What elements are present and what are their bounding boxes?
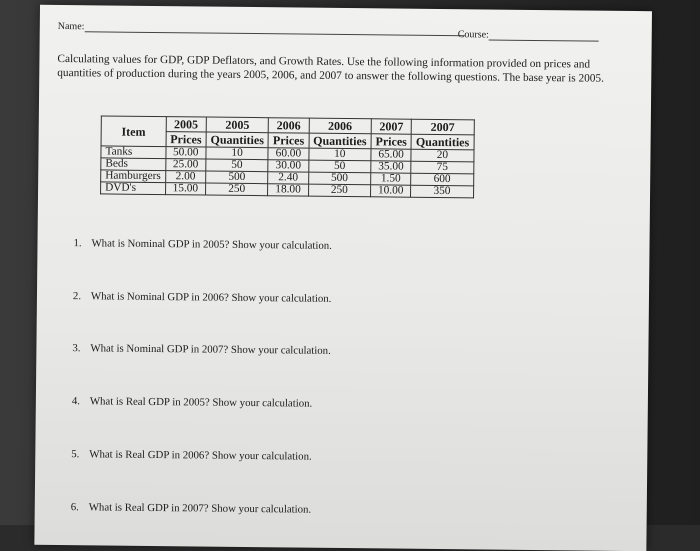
column-label-header: Prices — [371, 134, 411, 149]
value-cell: 65.00 — [371, 149, 411, 161]
value-cell: 250 — [205, 183, 267, 196]
column-year-header: 2005 — [166, 117, 206, 132]
value-cell: 50.00 — [166, 147, 206, 159]
item-cell: Hamburgers — [101, 170, 166, 183]
value-cell: 2.00 — [165, 171, 205, 183]
instructions-paragraph: Calculating values for GDP, GDP Deflators, and Growth Rates. Use the following information provided on prices and quantities of production during the years 2005, 2006, and 2007 to answer the following questions. The base year is 2005. — [57, 52, 604, 85]
value-cell: 250 — [308, 184, 370, 197]
question-item — [71, 448, 312, 463]
value-cell: 20 — [411, 149, 473, 162]
column-label-header: Prices — [268, 133, 308, 148]
course-field — [458, 29, 599, 41]
question-text: What is Real GDP in 2005? Show your calculation. — [89, 395, 313, 410]
value-cell: 50 — [206, 159, 268, 172]
value-cell: 25.00 — [165, 159, 205, 171]
question-number: 2. — [72, 290, 82, 303]
question-number: 5. — [71, 448, 80, 461]
question-item — [73, 290, 332, 305]
value-cell: 350 — [411, 185, 473, 198]
value-cell: 10 — [206, 147, 268, 160]
question-text: What is Nominal GDP in 2005? Show your calculation. — [91, 237, 332, 252]
item-column-header: Item — [101, 116, 166, 147]
question-item — [72, 395, 313, 410]
name-field — [58, 21, 465, 36]
question-number: 1. — [73, 237, 82, 250]
column-year-header: 2005 — [206, 117, 268, 133]
question-item — [73, 237, 332, 252]
question-number: 4. — [71, 395, 81, 408]
item-cell: Tanks — [101, 146, 166, 159]
value-cell: 60.00 — [268, 148, 308, 160]
value-cell: 35.00 — [371, 161, 411, 173]
course-blank-line — [489, 29, 599, 41]
course-label: Course: — [457, 29, 489, 41]
question-text: What is Nominal GDP in 2006? Show your calculation. — [90, 290, 332, 305]
value-cell: 10 — [309, 148, 371, 161]
value-cell: 10.00 — [370, 185, 410, 197]
value-cell: 18.00 — [268, 184, 308, 196]
column-label-header: Quantities — [411, 134, 473, 150]
question-text: What is Real GDP in 2007? Show your calculation. — [88, 501, 312, 516]
column-year-header: 2007 — [371, 119, 411, 134]
value-cell: 2.40 — [268, 172, 308, 184]
worksheet-page — [34, 5, 652, 551]
column-label-header: Prices — [166, 132, 206, 147]
table-row — [101, 182, 474, 198]
name-blank-line — [84, 21, 464, 36]
item-cell: DVD's — [101, 182, 166, 195]
column-year-header: 2006 — [309, 118, 371, 134]
item-cell: Beds — [101, 158, 166, 171]
question-number: 3. — [72, 342, 81, 355]
column-label-header: Quantities — [206, 132, 268, 148]
price-quantity-table — [100, 115, 474, 198]
question-number: 6. — [70, 501, 79, 514]
question-item — [71, 501, 312, 516]
value-cell: 500 — [206, 171, 268, 184]
table-header-row — [101, 116, 474, 135]
question-item — [72, 342, 331, 357]
column-year-header: 2006 — [268, 118, 308, 133]
question-text: What is Nominal GDP in 2007? Show your calculation. — [90, 342, 331, 357]
name-label: Name: — [57, 20, 85, 33]
value-cell: 15.00 — [165, 183, 205, 195]
value-cell: 500 — [308, 172, 370, 185]
column-label-header: Quantities — [309, 133, 371, 149]
question-text: What is Real GDP in 2006? Show your calculation. — [89, 448, 312, 463]
value-cell: 30.00 — [268, 160, 308, 172]
value-cell: 600 — [411, 173, 473, 186]
column-year-header: 2007 — [411, 119, 473, 135]
value-cell: 50 — [308, 160, 370, 173]
value-cell: 75 — [411, 161, 473, 174]
value-cell: 1.50 — [371, 173, 411, 185]
